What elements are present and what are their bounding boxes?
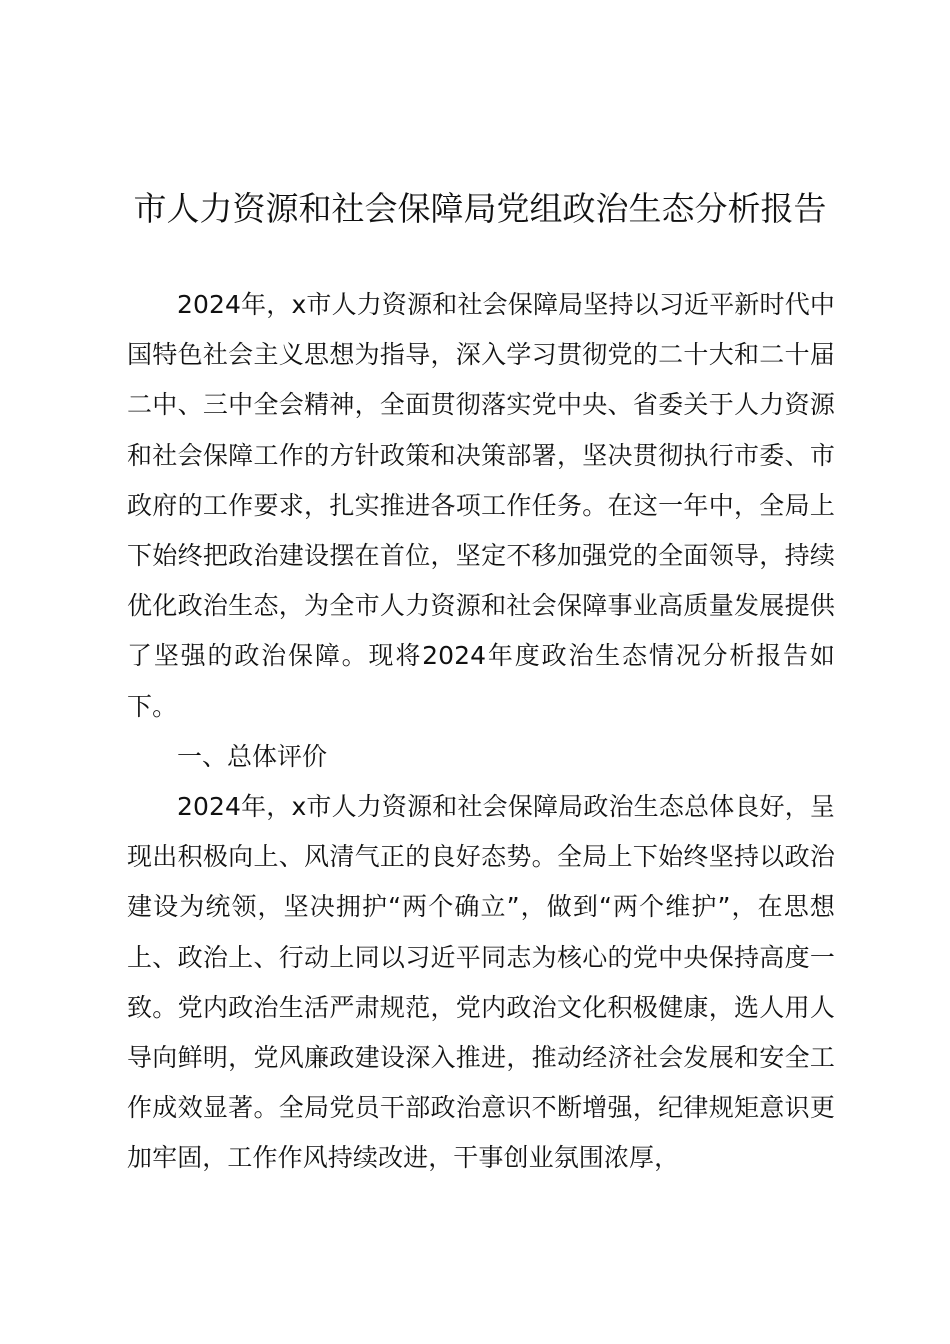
document-body bbox=[127, 280, 835, 1184]
section-heading-overall-evaluation: 一、总体评价 bbox=[177, 741, 328, 771]
intro-paragraph: 2024年，x市人力资源和社会保障局坚持以习近平新时代中国特色社会主义思想为指导，深入学习贯彻党的二十大和二十届二中、三中全会精神，全面贯彻落实党中央、省委关于人力资源和社会保障工作的方针政策和决策部署，坚决贯彻执行市委、市政府的工作要求，扎实推进各项工作任务。在这一年中，全局上下始终把政治建设摆在首位，坚定不移加强党的全面领导，持续优化政治生态，为全市人力资源和社会保障事业高质量发展提供了坚强的政治保障。现将2024年度政治生态情况分析报告如下。 bbox=[127, 290, 835, 721]
overall-evaluation-paragraph: 2024年，x市人力资源和社会保障局政治生态总体良好，呈现出积极向上、风清气正的良好态势。全局上下始终坚持以政治建设为统领，坚决拥护“两个确立”，做到“两个维护”，在思想上、政治上、行动上同以习近平同志为核心的党中央保持高度一致。党内政治生活严肃规范，党内政治文化积极健康，选人用人导向鲜明，党风廉政建设深入推进，推动经济社会发展和安全工作成效显著。全局党员干部政治意识不断增强，纪律规矩意识更加牢固，工作作风持续改进，干事创业氛围浓厚， bbox=[127, 792, 835, 1173]
document-title: 市人力资源和社会保障局党组政治生态分析报告 bbox=[133, 189, 827, 228]
